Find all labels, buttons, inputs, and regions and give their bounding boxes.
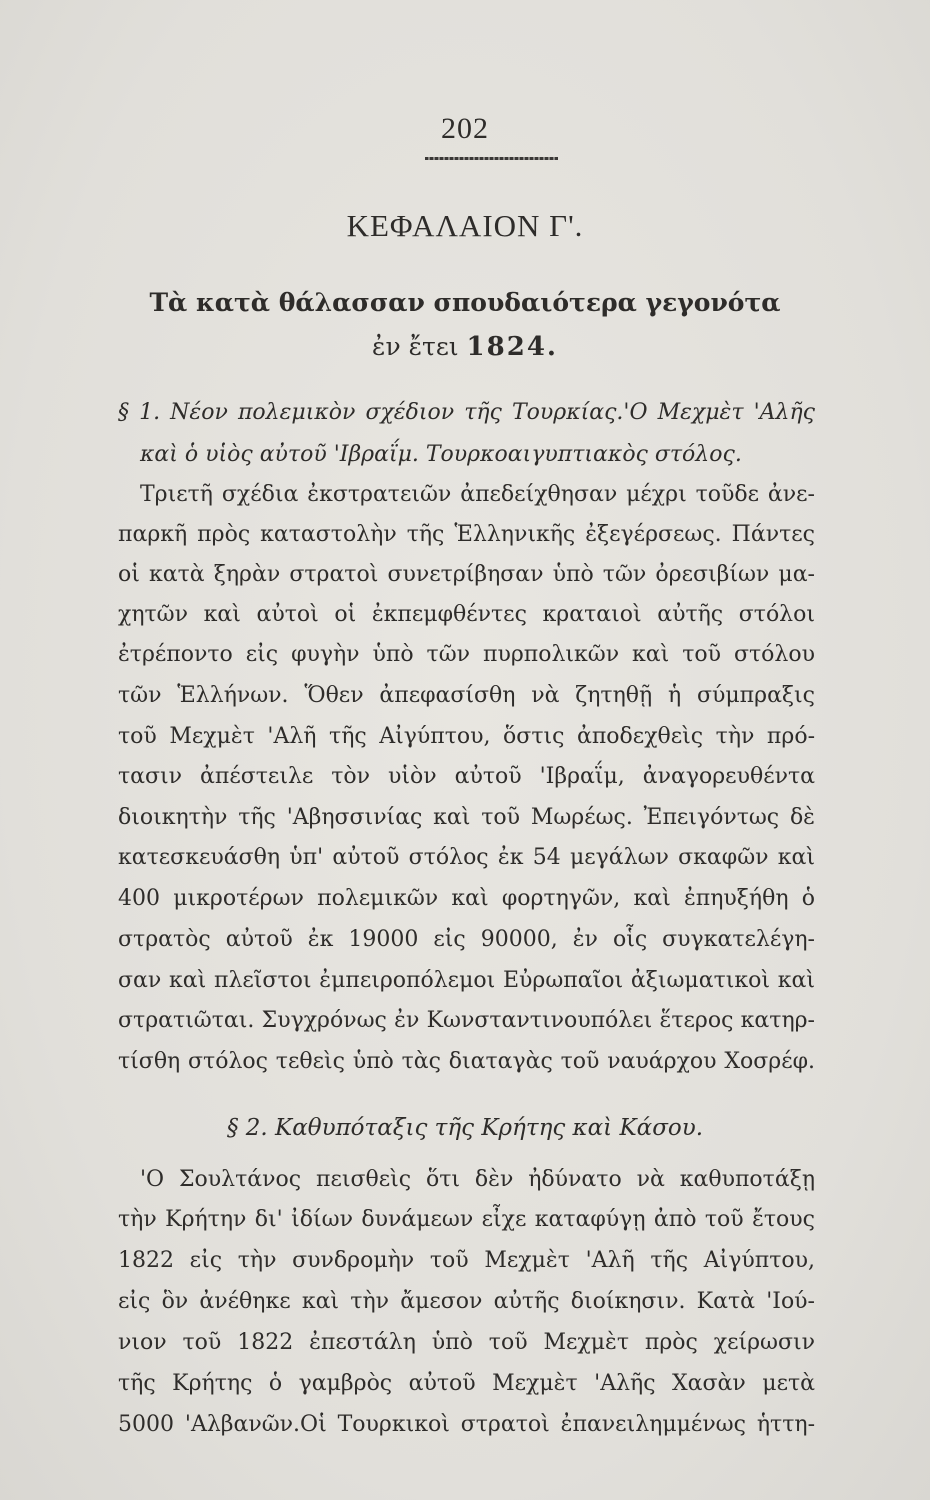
paragraph-line: τασιν ἀπέστειλε τὸν υἱὸν αὐτοῦ 'Ιβραΐμ, ἀναγορευθέντα <box>118 764 815 789</box>
paragraph-line: διοικητὴν τῆς 'Αβησσινίας καὶ τοῦ Μωρέως. Ἐπειγόντως δὲ <box>118 805 815 830</box>
chapter-heading: ΚΕΦΑΛΑΙΟΝ Γ'. <box>346 208 584 243</box>
paragraph-line: 1822 εἰς τὴν συνδρομὴν τοῦ Μεχμὲτ 'Αλῆ τῆς Αἰγύπτου, <box>118 1248 815 1273</box>
paragraph-line: Τριετῆ σχέδια ἐκστρατειῶν ἀπεδείχθησαν μέχρι τοῦδε ἀνε- <box>140 482 815 507</box>
section-1-heading-line: καὶ ὁ υἱὸς αὐτοῦ 'Ιβραΐμ. Τουρκοαιγυπτιακὸς στόλος. <box>140 442 742 467</box>
section-2-heading: § 2. Καθυπόταξις τῆς Κρήτης καὶ Κάσου. <box>226 1115 704 1141</box>
paragraph-line: σαν καὶ πλεῖστοι ἐμπειροπόλεμοι Εὐρωπαῖοι ἀξιωματικοὶ καὶ <box>118 968 815 993</box>
paragraph-line: ἐτρέποντο εἰς φυγὴν ὑπὸ τῶν πυρπολικῶν καὶ τοῦ στόλου <box>118 642 815 667</box>
paragraph-line: τὴν Κρήτην δι' ἰδίων δυνάμεων εἶχε καταφύγῃ ἀπὸ τοῦ ἔτους <box>118 1207 815 1232</box>
chapter-title-line-2 <box>0 332 930 362</box>
paragraph-line: 'Ο Σουλτάνος πεισθεὶς ὅτι δὲν ἠδύνατο νὰ καθυποτάξῃ <box>140 1167 815 1192</box>
paragraph-line: οἱ κατὰ ξηρὰν στρατοὶ συνετρίβησαν ὑπὸ τῶν ὀρεσιβίων μα- <box>118 562 815 587</box>
chapter-title-line-1: Τὰ κατὰ θάλασσαν σπουδαιότερα γεγονότα <box>149 288 781 317</box>
chapter-title-text: ἐν ἔτει <box>372 332 467 361</box>
paragraph-line: νιον τοῦ 1822 ἐπεστάλη ὑπὸ τοῦ Μεχμὲτ πρὸς χείρωσιν <box>118 1330 815 1355</box>
paragraph-line: παρκῆ πρὸς καταστολὴν τῆς Ἑλληνικῆς ἐξεγέρσεως. Πάντες <box>118 522 815 547</box>
paragraph-line: τῆς Κρήτης ὁ γαμβρὸς αὐτοῦ Μεχμὲτ 'Αλῆς Χασὰν μετὰ <box>118 1371 815 1396</box>
paragraph-line: στρατὸς αὐτοῦ ἐκ 19000 εἰς 90000, ἐν οἷς συγκατελέγη- <box>118 927 815 952</box>
paragraph-line: τίσθη στόλος τεθεὶς ὑπὸ τὰς διαταγὰς τοῦ ναυάρχου Χοσρέφ. <box>118 1049 815 1074</box>
paragraph-line: χητῶν καὶ αὐτοὶ οἱ ἐκπεμφθέντες κραταιοὶ αὐτῆς στόλοι <box>118 602 815 627</box>
paragraph-line: στρατιῶται. Συγχρόνως ἐν Κωνσταντινουπόλει ἕτερος κατηρ- <box>118 1008 815 1033</box>
paragraph-line: εἰς ὃν ἀνέθηκε καὶ τὴν ἄμεσον αὐτῆς διοίκησιν. Κατὰ 'Ιού- <box>118 1289 815 1314</box>
section-1-heading-line: § 1. Νέον πολεμικὸν σχέδιον τῆς Τουρκίας.'Ο Μεχμὲτ 'Αλῆς <box>118 400 815 425</box>
paragraph-line: τῶν Ἑλλήνων. Ὅθεν ἀπεφασίσθη νὰ ζητηθῇ ἡ σύμπραξις <box>118 683 815 708</box>
paragraph-line: 400 μικροτέρων πολεμικῶν καὶ φορτηγῶν, καὶ ἐπηυξήθη ὁ <box>118 886 815 911</box>
chapter-title-year: 1824. <box>466 332 558 362</box>
paragraph-line: κατεσκευάσθη ὑπ' αὐτοῦ στόλος ἐκ 54 μεγάλων σκαφῶν καὶ <box>118 845 815 870</box>
paragraph-line: τοῦ Μεχμὲτ 'Αλῆ τῆς Αἰγύπτου, ὅστις ἀποδεχθεὶς τὴν πρό- <box>118 724 815 749</box>
paragraph-line: 5000 'Αλβανῶν.Οἱ Τουρκικοὶ στρατοὶ ἐπανειλημμένως ἡττη- <box>118 1412 815 1437</box>
page-number: 202 <box>441 112 489 145</box>
decorative-rule <box>425 157 558 160</box>
